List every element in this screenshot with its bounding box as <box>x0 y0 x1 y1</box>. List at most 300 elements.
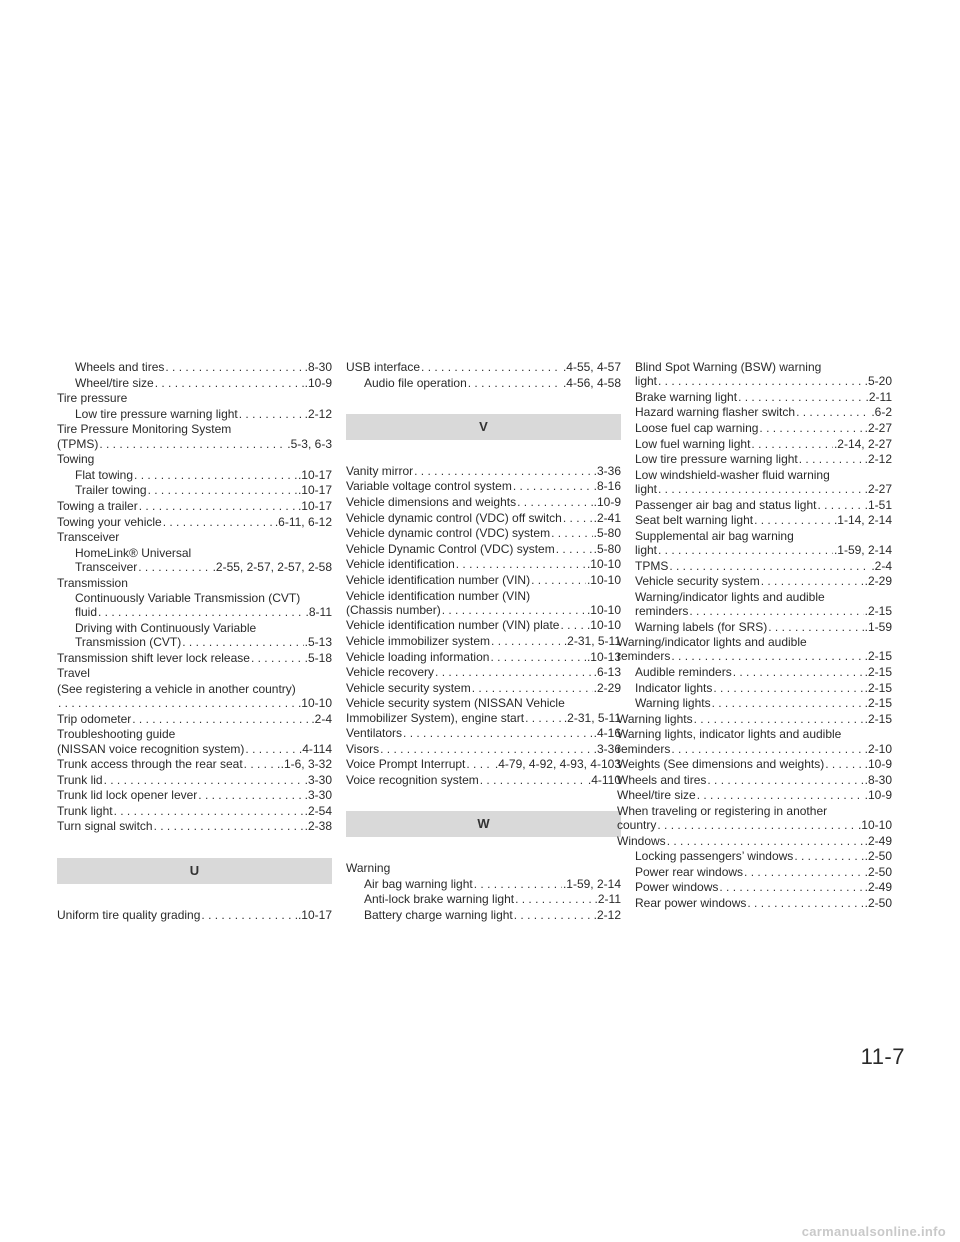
index-entry-term: Audible reminders <box>635 664 732 679</box>
index-entry <box>617 834 892 848</box>
dot-leader <box>514 908 593 922</box>
index-entry-term: Hazard warning flasher switch <box>635 405 796 420</box>
index-entry-page-ref: .2-49 <box>864 880 892 895</box>
index-entry <box>57 908 332 922</box>
index-entry-page-ref: .2-49 <box>864 833 892 848</box>
index-entry-page-ref: .10-9 <box>864 788 892 803</box>
index-heading <box>57 452 332 466</box>
index-entry-page-ref: .4-16 <box>593 726 621 741</box>
index-entry <box>57 682 332 710</box>
index-entry-term: Wheel/tire size <box>617 788 696 803</box>
index-entry <box>57 712 332 726</box>
index-entry <box>346 908 621 922</box>
index-entry-page-ref: .6-2 <box>871 405 892 420</box>
index-entry-term: reminders <box>617 649 671 664</box>
index-entry-page-ref: .2-54 <box>304 803 332 818</box>
index-entry-page-ref: .2-15 <box>864 711 892 726</box>
index-entry <box>57 788 332 802</box>
index-entry-term: reminders <box>617 741 671 756</box>
index-entry-page-ref: .2-31, 5-11 <box>563 710 621 725</box>
index-entry-term: Trip odometer <box>57 711 132 726</box>
dot-leader <box>491 634 563 648</box>
index-entry-page-ref: .2-38 <box>304 819 332 834</box>
index-entry <box>617 804 892 832</box>
index-entry-page-ref: .10-17 <box>297 498 332 513</box>
index-entry-page-ref: .3-36 <box>593 463 621 478</box>
index-entry <box>346 696 621 724</box>
index-entry-page-ref: .10-13 <box>586 649 621 664</box>
index-entry-page-ref: .2-11 <box>865 389 892 404</box>
index-entry-page-ref: .1-59, 2-14 <box>833 542 892 557</box>
dot-leader <box>480 773 587 787</box>
index-heading <box>346 861 621 875</box>
index-entry-page-ref: .4-110 <box>587 772 621 787</box>
index-entry-term: Locking passengers’ windows <box>635 849 794 864</box>
index-entry-page-ref: .2-15 <box>864 649 892 664</box>
index-entry-term: Vehicle dynamic control (VDC) off switch <box>346 510 562 525</box>
index-entry-term: (TPMS) <box>57 436 99 451</box>
section-header: V <box>346 414 621 440</box>
index-entry-term: Wheel/tire size <box>75 375 154 390</box>
dot-leader <box>99 437 286 451</box>
index-entry-term: Voice Prompt Interrupt <box>346 757 466 772</box>
index-entry-term: Turn signal switch <box>57 819 153 834</box>
dot-leader <box>515 892 593 906</box>
index-entry <box>617 849 892 863</box>
dot-leader <box>148 483 297 497</box>
index-entry <box>617 574 892 588</box>
index-entry-term: Visors <box>346 741 380 756</box>
index-entry-term: Vehicle Dynamic Control (VDC) system <box>346 541 555 556</box>
index-heading-text: Transmission <box>57 575 128 590</box>
dot-leader <box>744 865 864 879</box>
dot-leader <box>556 542 593 556</box>
index-entry-page-ref: .2-41 <box>593 510 621 525</box>
dot-leader <box>713 681 863 695</box>
index-entry <box>57 422 332 450</box>
dot-leader <box>658 543 833 557</box>
index-entry-line: HomeLink® Universal <box>75 545 192 560</box>
dot-leader <box>671 742 863 756</box>
index-entry <box>617 635 892 663</box>
index-entry-page-ref: .10-10 <box>586 602 621 617</box>
index-entry <box>346 557 621 571</box>
dot-leader <box>198 788 303 802</box>
index-entry <box>346 511 621 525</box>
index-entry-line: Troubleshooting guide <box>57 727 176 742</box>
index-heading-text: Travel <box>57 666 90 681</box>
dot-leader <box>466 757 494 771</box>
index-entry-page-ref: .2-50 <box>864 849 892 864</box>
index-entry <box>617 513 892 527</box>
index-entry-page-ref: .5-18 <box>304 650 332 665</box>
index-entry-page-ref: .10-10 <box>586 618 621 633</box>
index-entry-line: Tire Pressure Monitoring System <box>57 422 232 437</box>
dot-leader <box>251 651 304 665</box>
index-entry-term: Trunk lid lock opener lever <box>57 788 198 803</box>
dot-leader <box>244 757 280 771</box>
index-entry-term: Rear power windows <box>635 896 747 911</box>
index-entry-page-ref: .6-11, 6-12 <box>274 514 332 529</box>
index-entry-page-ref: .10-17 <box>297 467 332 482</box>
index-entry-term: light <box>635 481 658 496</box>
dot-leader <box>738 390 864 404</box>
dot-leader <box>669 559 870 573</box>
index-entry-term: Uniform tire quality grading <box>57 907 201 922</box>
index-entry <box>346 618 621 632</box>
index-entry <box>57 819 332 833</box>
dot-leader <box>182 635 303 649</box>
dot-leader <box>138 560 211 574</box>
index-entry <box>617 681 892 695</box>
index-entry-page-ref: .1-14, 2-14 <box>833 513 892 528</box>
dot-leader <box>474 877 562 891</box>
index-entry-page-ref: .8-16 <box>593 479 621 494</box>
index-entry <box>57 360 332 374</box>
dot-leader <box>517 495 593 509</box>
index-entry-page-ref: .4-79, 4-92, 4-93, 4-103 <box>494 757 621 772</box>
index-heading <box>57 666 332 680</box>
index-entry <box>346 526 621 540</box>
index-entry-term: Brake warning light <box>635 389 738 404</box>
section-header: W <box>346 811 621 837</box>
index-entry-term: Loose fuel cap warning <box>635 420 759 435</box>
index-entry-page-ref: .2-12 <box>864 452 892 467</box>
dot-leader <box>525 711 563 725</box>
index-entry <box>346 589 621 617</box>
index-entry-term: Power windows <box>635 880 719 895</box>
index-entry-page-ref: .2-27 <box>864 420 892 435</box>
index-column-1 <box>57 360 332 923</box>
index-entry-page-ref: .1-59, 2-14 <box>562 876 621 891</box>
index-entry <box>57 546 332 574</box>
index-entry-page-ref: .10-10 <box>857 818 892 833</box>
index-entry-term: Trunk light <box>57 803 113 818</box>
index-column-3 <box>617 360 892 912</box>
index-entry-term: Wheels and tires <box>75 360 165 374</box>
dot-leader <box>560 618 586 632</box>
index-entry-term: Transmission (CVT) <box>75 635 182 650</box>
index-entry-term: Vehicle identification number (VIN) plate <box>346 618 560 633</box>
index-entry-term: light <box>635 374 658 389</box>
index-entry-term: Vehicle dimensions and weights <box>346 494 517 509</box>
dot-leader <box>768 620 863 634</box>
index-entry-term: USB interface <box>346 360 421 374</box>
dot-leader <box>58 696 297 710</box>
index-entry <box>617 696 892 710</box>
index-entry-term: Towing a trailer <box>57 498 138 513</box>
dot-leader <box>719 880 863 894</box>
dot-leader <box>456 557 586 571</box>
index-entry-term: Vanity mirror <box>346 463 414 478</box>
index-entry <box>57 757 332 771</box>
index-entry <box>57 407 332 421</box>
dot-leader <box>104 773 304 787</box>
dot-leader <box>490 650 586 664</box>
index-entry <box>617 727 892 755</box>
index-entry <box>346 757 621 771</box>
dot-leader <box>468 376 562 390</box>
index-entry <box>346 773 621 787</box>
index-entry-line: Blind Spot Warning (BSW) warning <box>635 360 822 374</box>
index-entry-term: fluid <box>75 605 98 620</box>
index-entry <box>57 651 332 665</box>
index-entry <box>57 499 332 513</box>
dot-leader <box>657 818 857 832</box>
index-entry-term: Warning labels (for SRS) <box>635 619 768 634</box>
dot-leader <box>759 421 863 435</box>
index-entry <box>346 495 621 509</box>
dot-leader <box>751 437 833 451</box>
dot-leader <box>754 513 833 527</box>
index-entry <box>617 529 892 557</box>
index-entry-page-ref: .2-4 <box>871 558 892 573</box>
index-entry-page-ref: .10-17 <box>297 483 332 498</box>
index-entry-term: Weights (See dimensions and weights) <box>617 757 825 772</box>
watermark: carmanualsonline.info <box>801 1223 946 1239</box>
index-entry <box>57 515 332 529</box>
index-entry <box>617 498 892 512</box>
section-header: U <box>57 858 332 884</box>
index-heading-text: Transceiver <box>57 530 120 545</box>
dot-leader <box>114 804 304 818</box>
index-entry <box>57 727 332 755</box>
index-entry-term: Vehicle identification <box>346 557 455 572</box>
index-entry <box>346 665 621 679</box>
dot-leader <box>155 376 304 390</box>
index-entry-page-ref: .10-10 <box>586 572 621 587</box>
index-entry-line: Driving with Continuously Variable <box>75 620 257 635</box>
index-entry-term: (NISSAN voice recognition system) <box>57 741 245 756</box>
index-entry <box>617 896 892 910</box>
index-entry-term: TPMS <box>635 558 669 573</box>
index-entry <box>346 634 621 648</box>
index-entry <box>617 390 892 404</box>
index-entry-page-ref: .10-10 <box>586 557 621 572</box>
index-entry-term: Vehicle security system <box>346 680 471 695</box>
index-entry-page-ref: .3-30 <box>304 788 332 803</box>
index-entry-term: Vehicle immobilizer system <box>346 633 491 648</box>
index-entry <box>346 360 621 374</box>
index-entry-page-ref: .2-29 <box>593 680 621 695</box>
index-entry-term: Variable voltage control system <box>346 479 512 494</box>
dot-leader <box>239 407 304 421</box>
index-entry-page-ref: .1-6, 3-32 <box>280 757 332 772</box>
index-entry <box>617 360 892 388</box>
index-entry-term: Wheels and tires <box>617 772 707 787</box>
index-entry-term: Immobilizer System), engine start <box>346 710 525 725</box>
index-entry-line: When traveling or registering in another <box>617 803 828 818</box>
index-entry <box>346 742 621 756</box>
dot-leader <box>817 498 863 512</box>
dot-leader <box>134 468 297 482</box>
dot-leader <box>712 696 864 710</box>
index-entry-page-ref: .8-30 <box>304 360 332 374</box>
index-entry <box>57 804 332 818</box>
index-entry-term: Transmission shift lever lock release <box>57 650 250 665</box>
index-entry-term: Indicator lights <box>635 680 713 695</box>
index-entry-page-ref: .6-13 <box>593 665 621 680</box>
index-entry-page-ref: .4-56, 4-58 <box>562 375 621 390</box>
index-entry <box>617 865 892 879</box>
index-entry-page-ref: .2-12 <box>593 907 621 922</box>
index-entry <box>617 620 892 634</box>
index-entry-term: Transceiver <box>75 559 138 574</box>
index-entry-term: Voice recognition system <box>346 772 479 787</box>
dot-leader <box>563 511 593 525</box>
index-entry-page-ref: .2-15 <box>864 664 892 679</box>
index-entry-page-ref: .2-29 <box>864 574 892 589</box>
index-entry-page-ref: .2-15 <box>864 680 892 695</box>
dot-leader <box>825 757 863 771</box>
index-entry-term: light <box>635 542 658 557</box>
index-heading-text: Tire pressure <box>57 391 128 406</box>
index-entry <box>57 483 332 497</box>
index-entry <box>57 591 332 619</box>
dot-leader <box>694 712 864 726</box>
index-heading <box>57 391 332 405</box>
index-entry <box>346 892 621 906</box>
index-entry-term: Trunk lid <box>57 772 103 787</box>
index-heading-text: Warning <box>346 861 391 876</box>
index-entry-term: reminders <box>635 603 689 618</box>
index-entry-page-ref: .2-11 <box>594 892 621 907</box>
index-entry <box>617 405 892 419</box>
index-entry-term: Low fuel warning light <box>635 436 751 451</box>
dot-leader <box>414 464 593 478</box>
index-entry-term: Vehicle loading information <box>346 649 490 664</box>
index-heading <box>57 576 332 590</box>
dot-leader <box>380 742 593 756</box>
index-entry-page-ref: .5-13 <box>304 635 332 650</box>
index-entry-term: Ventilators <box>346 726 403 741</box>
index-entry-page-ref: .2-27 <box>864 481 892 496</box>
index-entry-term: Warning lights <box>635 696 711 711</box>
dot-leader <box>139 499 297 513</box>
dot-leader <box>551 526 593 540</box>
dot-leader <box>796 405 870 419</box>
index-entry-page-ref: .4-55, 4-57 <box>562 360 621 374</box>
index-entry-line: Warning lights, indicator lights and audible <box>617 727 842 742</box>
index-entry-line: Vehicle identification number (VIN) <box>346 588 531 603</box>
index-entry-term: (Chassis number) <box>346 602 441 617</box>
dot-leader <box>154 819 304 833</box>
index-entry <box>346 877 621 891</box>
index-entry <box>617 757 892 771</box>
index-entry-term: Power rear windows <box>635 864 744 879</box>
index-entry-page-ref: .2-31, 5-11 <box>563 633 621 648</box>
index-entry-term: Vehicle identification number (VIN) <box>346 572 531 587</box>
dot-leader <box>472 681 593 695</box>
index-entry-term: Trailer towing <box>75 483 147 498</box>
dot-leader <box>421 360 562 374</box>
dot-leader <box>697 788 864 802</box>
index-entry-term: Vehicle recovery <box>346 665 435 680</box>
index-entry <box>346 376 621 390</box>
index-entry-page-ref: .2-4 <box>311 711 332 726</box>
index-entry-page-ref: .5-20 <box>864 374 892 389</box>
index-entry-page-ref: .10-9 <box>304 375 332 390</box>
index-entry-term: Passenger air bag and status light <box>635 497 817 512</box>
index-entry <box>346 650 621 664</box>
index-entry-term: Seat belt warning light <box>635 513 754 528</box>
index-entry <box>617 665 892 679</box>
index-entry <box>346 542 621 556</box>
page-number: 11-7 <box>860 1044 905 1069</box>
dot-leader <box>201 908 297 922</box>
dot-leader <box>761 574 864 588</box>
index-entry-page-ref: .5-3, 6-3 <box>287 436 332 451</box>
index-column-2 <box>346 360 621 923</box>
index-entry <box>57 621 332 649</box>
index-entry-line: Warning/indicator lights and audible <box>617 635 807 650</box>
index-heading-text: Towing <box>57 452 95 467</box>
dot-leader <box>689 604 863 618</box>
index-entry <box>346 726 621 740</box>
dot-leader <box>245 742 297 756</box>
index-entry-page-ref: .2-55, 2-57, 2-57, 2-58 <box>212 559 332 574</box>
index-entry-page-ref: .5-80 <box>593 541 621 556</box>
dot-leader <box>132 712 310 726</box>
index-entry-term: Trunk access through the rear seat <box>57 757 243 772</box>
index-entry <box>346 573 621 587</box>
index-entry-line: Supplemental air bag warning <box>635 528 794 543</box>
index-heading <box>57 530 332 544</box>
index-entry-page-ref: .8-11 <box>305 605 332 620</box>
index-entry-term: Low tire pressure warning light <box>635 452 798 467</box>
dot-leader <box>163 515 274 529</box>
index-entry <box>617 788 892 802</box>
index-entry <box>617 421 892 435</box>
dot-leader <box>98 605 305 619</box>
index-entry-term: Battery charge warning light <box>364 907 513 922</box>
index-entry <box>617 880 892 894</box>
index-entry-page-ref: .1-51 <box>864 497 892 512</box>
index-entry <box>346 464 621 478</box>
dot-leader <box>165 360 303 374</box>
index-entry-page-ref: .2-12 <box>304 406 332 421</box>
index-entry-term: Vehicle security system <box>635 574 760 589</box>
index-entry-term: Anti-lock brake warning light <box>364 892 515 907</box>
dot-leader <box>531 573 586 587</box>
dot-leader <box>794 849 863 863</box>
index-entry-page-ref: .10-17 <box>297 907 332 922</box>
dot-leader <box>707 773 863 787</box>
index-entry-term: Flat towing <box>75 467 134 482</box>
index-entry-term: Vehicle dynamic control (VDC) system <box>346 526 551 541</box>
dot-leader <box>403 726 593 740</box>
index-entry-term: Audio file operation <box>364 375 467 390</box>
dot-leader <box>667 834 864 848</box>
index-entry-term: country <box>617 818 657 833</box>
index-entry-page-ref: .3-36 <box>593 741 621 756</box>
index-entry <box>617 559 892 573</box>
index-entry-page-ref: .1-59 <box>864 619 892 634</box>
index-entry-page-ref: .10-10 <box>297 696 332 711</box>
dot-leader <box>733 665 864 679</box>
dot-leader <box>435 665 593 679</box>
index-entry-term: Warning lights <box>617 711 693 726</box>
index-entry-page-ref: .2-50 <box>864 896 892 911</box>
index-entry-page-ref: .10-9 <box>593 494 621 509</box>
dot-leader <box>799 452 864 466</box>
index-entry-page-ref: .2-14, 2-27 <box>833 436 892 451</box>
index-entry-page-ref: .4-114 <box>298 741 332 756</box>
index-entry-term: Low tire pressure warning light <box>75 406 238 421</box>
index-entry <box>617 437 892 451</box>
index-entry-line: Warning/indicator lights and audible <box>635 589 825 604</box>
index-entry <box>57 468 332 482</box>
